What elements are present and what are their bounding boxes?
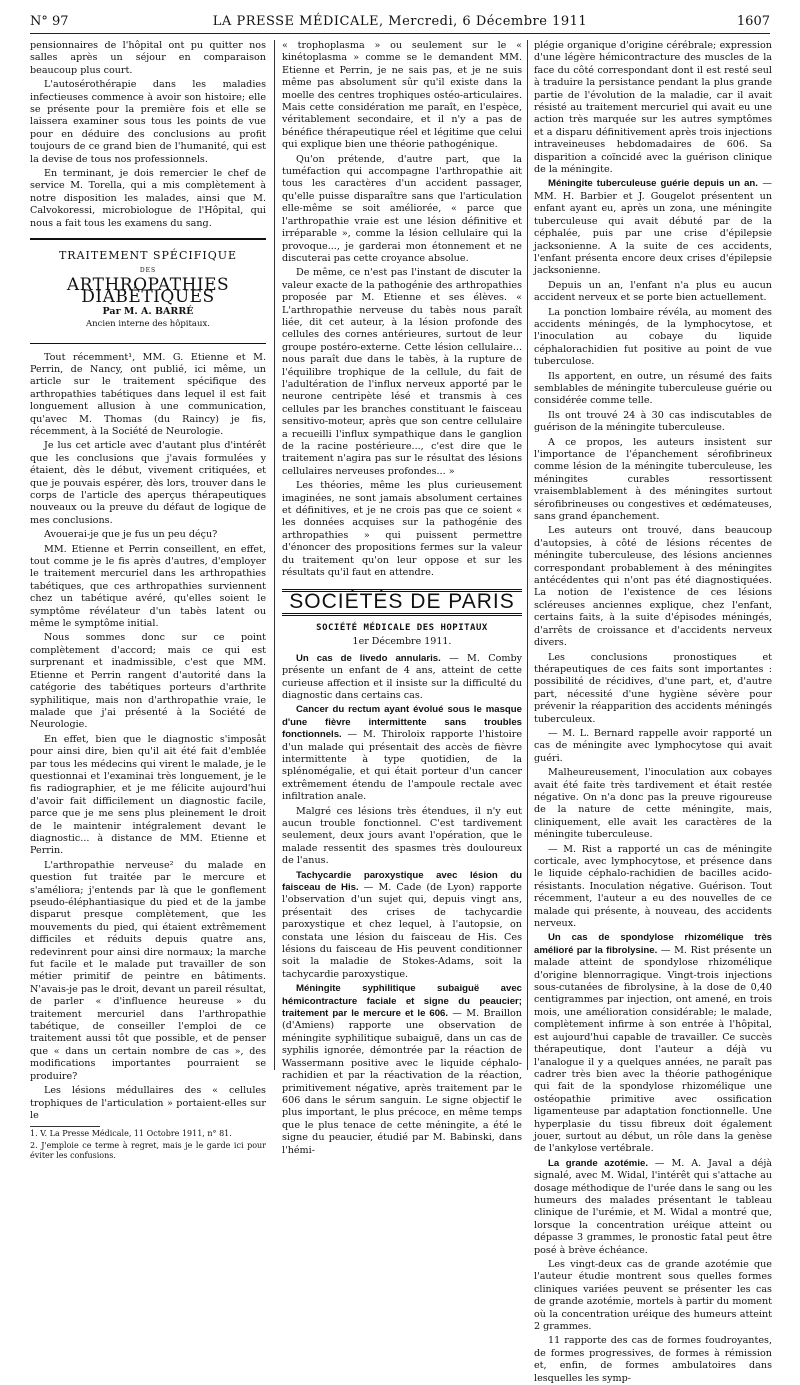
- column-divider: [274, 40, 275, 1070]
- paragraph: MM. Etienne et Perrin conseillent, en effet, tout comme je le fis après d'autres, d'employer le traitement mercuriel dans les arthropathies tabétiques, que ces arthropathies surviennent chez un tabétique avéré, qu'elles soient le symptôme révélateur d'un tabès latent ou même le symptôme initial.: [30, 543, 266, 630]
- paragraph: Les théories, même les plus curieusement imaginées, ne sont jamais absolument certaines et définitives, et je ne crois pas que ce soient « les données acquises sur la pathogénie des arthropathies » qui puissent permettre d'énoncer des propositions fermes sur la valeur du traitement qu'on leur oppose et sur les résultats qu'il faut en attendre.: [282, 480, 522, 579]
- paragraph: Qu'on prétende, d'autre part, que la tuméfaction qui accompagne l'arthropathie ait tous les caractères d'un accident passager, qu'elle puisse disparaître sans que l'articulation elle-même se soit améliorée, « parce que l'arthropathie vraie est une lésion définitive et irréparable », comme la lésion cellulaire qui la provoque..., je garderai mon étonnement et ne discuterai pas cette croyance absolue.: [282, 153, 522, 264]
- page-number: 1607: [736, 14, 770, 29]
- article-author-title: Ancien interne des hôpitaux.: [86, 319, 210, 330]
- page-header: [30, 14, 770, 32]
- paragraph: La ponction lombaire révéla, au moment des accidents méningés, de la lymphocytose, et l'inoculation au cobaye du liquide céphalorachidien fut positive au point de vue tuberculose.: [534, 306, 772, 368]
- paragraph: Malgré ces lésions très étendues, il n'y eut aucun trouble fonctionnel. C'est tardivement seulement, deux jours avant l'opération, que le malade ressentit des spasmes très douloureux de l'anus.: [282, 805, 522, 867]
- footnote-block: [30, 1129, 266, 1161]
- paragraph: De même, ce n'est pas l'instant de discuter la valeur exacte de la pathogénie des arthropathies proposée par M. Etienne et ses élèves. « L'arthropathie nerveuse du tabès nous paraît liée, dit cet auteur, à la lésion profonde des cellules des cornes antérieures, surtout de leur groupe postéro-externe. Cette lésion cellulaire... nous paraît due dans le tabès, à la rupture de l'équilibre trophique de la cellule, du fait de l'adultération de l'influx nerveux apporté par le neurone centripète lésé et transmis à ces cellules par les branches constituant le faisceau sensitivo-moteur, après que son centre cellulaire a recueilli l'influx sympathique dans le ganglion de la racine postérieure..., c'est dire que le traitement n'agira pas sur le résultat des lésions cellulaires nerveuses profondes... »: [282, 267, 522, 477]
- report-heading: Cancer du rectum ayant évolué sous le masque d'une fièvre intermittente sans troubles fonctionnels.: [282, 704, 522, 741]
- article-title: ARTHROPATHIES DIABÉTIQUES: [66, 274, 230, 308]
- report-heading: La grande azotémie.: [548, 1157, 648, 1169]
- paragraph: Je lus cet article avec d'autant plus d'intérêt que les conclusions que j'avais formulées y étaient, dès le début, vivement critiquées, et que je pouvais espérer, dès lors, trouver dans le corps de l'article des aperçus thérapeutiques nouveaux ou la preuve du défaut de logique de mes conclusions.: [30, 440, 266, 526]
- report-heading: Un cas de spondylose rhizomélique très amélioré par la fibrolysine.: [534, 932, 772, 956]
- footnote: 1. V. La Presse Médicale, 11 Octobre 1911, n° 81.: [30, 1129, 232, 1139]
- report-item: Méningite tuberculeuse guérie depuis un an. — MM. H. Barbier et J. Gougelot présentent un enfant ayant eu, après un zona, une méningite tuberculeuse qui avait débuté par de la céphalée, puis par une crise d'épilepsie jacksonienne. A la suite de ces accidents, l'enfant présenta encore deux crises d'épilepsie jacksonienne.: [534, 178, 772, 277]
- column-1: [30, 40, 266, 1161]
- paragraph: plégie organique d'origine cérébrale; expression d'une légère hémicontracture des muscles de la face du côté correspondant dont il est resté seul à traduire la persistance pendant la plus grande partie de l'évolution de la maladie, car il avait résisté au traitement mercuriel qui avait eu une action très marquée sur les autres symptômes et a disparu définitivement après trois injections intraveineuses hebdomadaires de 606. Sa disparition a coïncidé avec la guérison clinique de la méningite.: [534, 40, 772, 176]
- paragraph: L'autosérothérapie dans les maladies infectieuses commence à avoir son histoire; elle se présente pour la première fois et elle se laissera examiner sous tous les points de vue pour en déduire des conclusions au profit toujours de ce grand bien de l'humanité, qui est la devise de tous nos professionnels.: [30, 79, 266, 165]
- paragraph: pensionnaires de l'hôpital ont pu quitter nos salles après un séjour en comparaison beaucoup plus court.: [30, 40, 266, 76]
- column-2: [282, 40, 523, 1156]
- paragraph: L'arthropathie nerveuse² du malade en question fut traitée par le mercure et s'améliora; j'entends par là que le gonflement pseudo-éléphantiasique du pied et de la jambe disparut presque complètement, que les mouvements du pied, qui étaient extrêmement difficiles et réduits depuis quatre ans, redevinrent pour ainsi dire normaux; la marche fut facile et le malade put travailler de son métier primitif de peintre en bâtiments. N'avais-je pas le droit, devant un pareil résultat, de parler « d'influence heureuse » du traitement mercuriel dans l'arthropathie tabétique, de conseiller l'emploi de ce traitement aussi tôt que possible, et de penser que « dans un certain nombre de cas », des modifications importantes pourraient se produire?: [30, 859, 266, 1082]
- paragraph: Les lésions médullaires des « cellules trophiques de l'articulation » portaient-elles sur le: [30, 1085, 266, 1121]
- paragraph: Les vingt-deux cas de grande azotémie que l'auteur étudie montrent sous quelles formes cliniques variées peuvent se présenter les cas de grande azotémie, mortels à partir du moment où la concentration uréique des humeurs atteint 2 grammes.: [534, 1259, 772, 1333]
- article-des: DES: [139, 266, 157, 274]
- report-item: Méningite syphilitique subaiguë avec hémicontracture faciale et signe du peaucier; traitement par le mercure et le 606. — M. Braillon (d'Amiens) rapporte une observation de méningite syphilitique subaiguë, dans un cas de syphilis ignorée, démontrée par la réaction de Wassermann positive avec le liquide céphalo-rachidien et par la réactivation de la réaction, primitivement négative, après traitement par le 606 dans le sérum sanguin. Le signe objectif le plus important, le plus précoce, en même temps que le plus tenace de cette méningite, a été le signe du peaucier, étudié par M. Babinski, dans l'hémi-: [282, 983, 522, 1156]
- report-heading: Méningite syphilitique subaiguë avec hémicontracture faciale et signe du peaucier; traitement par le mercure et le 606.: [282, 983, 522, 1020]
- article-heading: [30, 238, 266, 343]
- paragraph: — M. Rist a rapporté un cas de méningite corticale, avec lymphocytose, et présence dans le liquide céphalo-rachidien de bacilles acido-résistants. Inoculation négative. Guérison. Tout récemment, l'auteur a eu des nouvelles de ce malade qui présente, à nouveau, des accidents nerveux.: [534, 843, 772, 930]
- report-heading: Un cas de livedo annularis.: [296, 652, 441, 664]
- article-kicker: TRAITEMENT SPÉCIFIQUE: [58, 249, 238, 263]
- report-heading: Méningite tuberculeuse guérie depuis un an.: [548, 178, 758, 190]
- paragraph: — M. L. Bernard rappelle avoir rapporté un cas de méningite avec lymphocytose qui avait guéri.: [534, 727, 772, 764]
- paragraph: En terminant, je dois remercier le chef de service M. Torella, qui a mis complètement à notre disposition les malades, ainsi que M. Calvokoressi, microbiologue de l'Hôpital, qui nous a fait tous les examens du sang.: [30, 168, 266, 229]
- paragraph: Nous sommes donc sur ce point complètement d'accord; mais ce qui est surprenant et inadmissible, c'est que MM. Etienne et Perrin rangent d'autorité dans la catégorie des tabétiques porteurs d'arthrite syphilitique, mais non d'arthropathie vraie, le malade que j'ai présenté à la Société de Neurologie.: [30, 632, 266, 731]
- paragraph: Les conclusions pronostiques et thérapeutiques de ces faits sont importantes : possibilité de récidives, d'une part, et, d'autre part, nécessité d'une hygiène sévère pour prévenir la réapparition des accidents méningés tuberculeux.: [534, 651, 772, 725]
- society-name: SOCIÉTÉ MÉDICALE DES HOPITAUX: [316, 622, 488, 633]
- paragraph: 11 rapporte des cas de formes foudroyantes, de formes progressives, de formes à rémission et, enfin, de formes ambulatoires dans lesquelles les symp-: [534, 1335, 772, 1384]
- header-rule: [30, 33, 770, 34]
- article-author: Par M. A. BARRÉ: [102, 305, 194, 317]
- paragraph: Ils ont trouvé 24 à 30 cas indiscutables de guérison de la méningite tuberculeuse.: [534, 409, 772, 434]
- issue-number: N° 97: [30, 14, 69, 29]
- report-item: La grande azotémie. — M. A. Javal a déjà signalé, avec M. Widal, l'intérêt qui s'attache au dosage méthodique de l'urée dans le sang ou les humeurs des malades présentant le tableau clinique de l'urémie, et M. Widal a montré que, lorsque la concentration uréique atteint ou dépasse 3 grammes, le pronostic fatal peut être posé à brève échéance.: [534, 1157, 773, 1256]
- paragraph: A ce propos, les auteurs insistent sur l'importance de l'épanchement sérofibrineux comme lésion de la méningite tuberculeuse, les méningites curables ressortissent vraisemblablement à des méningites surtout sérofibrineuses ou congestives et œdémateuses, sans grand épanchement.: [534, 436, 772, 523]
- paragraph: Tout récemment¹, MM. G. Etienne et M. Perrin, de Nancy, ont publié, ici même, un article sur le traitement spécifique des arthropathies tabétiques dans lequel il est fait longuement allusion à une communication, qu'avec M. Thomas (du Raincy) je fis, récemment, à la Société de Neurologie.: [30, 351, 266, 437]
- paragraph: Malheureusement, l'inoculation aux cobayes avait été faite très tardivement et était restée négative. On n'a donc pas la preuve rigoureuse de la nature de cette méningite, mais, cliniquement, elle avait les caractères de la méningite tuberculeuse.: [534, 767, 772, 841]
- report-item: Cancer du rectum ayant évolué sous le masque d'une fièvre intermittente sans troubles fonctionnels. — M. Thiroloix rapporte l'histoire d'un malade qui présentait des accès de fièvre intermittente à type quotidien, de la splénomégalie, et qui était porteur d'un cancer extrêmement étendu de l'ampoule rectale avec infiltration anale.: [282, 704, 522, 803]
- paragraph: Les auteurs ont trouvé, dans beaucoup d'autopsies, à côté de lésions récentes de méningite tuberculeuse, des lésions anciennes correspondant probablement à des méningites antécédentes qui n'ont pas été diagnostiquées. La notion de l'existence de ces lésions scléreuses anciennes explique, chez l'enfant, certains faits, à la suite d'épisodes méningés, d'arrêts de croissance et d'accidents nerveux divers.: [534, 525, 772, 649]
- section-title: SOCIÉTÉS DE PARIS: [282, 589, 522, 615]
- report-item: Un cas de spondylose rhizomélique très amélioré par la fibrolysine. — M. Rist présente un malade atteint de spondylose rhizomélique d'origine blennorragique. Vingt-trois injections sous-cutanées de fibrolysine, à la dose de 0,40 centigrammes par injection, ont amené, en trois mois, une amélioration considérable; le malade, complètement infirme à son entrée à l'hôpital, est aujourd'hui capable de travailler. Ce succès thérapeutique, dont l'auteur a déjà vu l'analogue il y a quelques années, ne paraît pas cadrer très bien avec la théorie pathogénique qui fait de la spondylose rhizomélique une ostéopathie primitive avec ossification ligamenteuse par adaptation fonctionnelle. Une hyperplasie du tissu fibreux doit également jouer, surtout au début, un rôle dans la genèse de l'ankylose vertébrale.: [534, 932, 772, 1155]
- paragraph: « trophoplasma » ou seulement sur le « kinétoplasma » comme se le demandent MM. Etienne et Perrin, je ne sais pas, et je ne suis même pas absolument sûr qu'il existe dans la moelle des centres trophiques ostéo-articulaires. Mais cette considération me paraît, en l'espèce, véritablement secondaire, et il n'y a pas de bénéfice thérapeutique réel et légitime que celui qui explique bien une théorie pathogénique.: [282, 40, 522, 151]
- column-3: [534, 40, 773, 1384]
- paragraph: En effet, bien que le diagnostic s'imposât pour ainsi dire, bien qu'il ait été fait d'emblée par tous les médecins qui virent le malade, je le questionnai et l'examinai très longuement, je le fis radiographier, et je me félicite aujourd'hui d'avoir fait difficilement un diagnostic facile, parce que je me sens plus pleinement le droit de le maintenir intégralement devant le diagnostic... à distance de MM. Etienne et Perrin.: [30, 733, 266, 857]
- report-heading: Tachycardie paroxystique avec lésion du faisceau de His.: [282, 869, 522, 893]
- paragraph: Ils apportent, en outre, un résumé des faits semblables de méningite tuberculeuse guérie ou considérée comme telle.: [534, 370, 772, 407]
- report-item: Un cas de livedo annularis. — M. Comby présente un enfant de 4 ans, atteint de cette curieuse affection et il insiste sur la difficulté du diagnostic dans certains cas.: [282, 652, 523, 701]
- paragraph: Avouerai-je que je fus un peu déçu?: [44, 529, 218, 541]
- paragraph: Depuis un an, l'enfant n'a plus eu aucun accident nerveux et se porte bien actuellement.: [534, 279, 772, 304]
- footnote: 2. J'emploie ce terme à regret, mais je le garde ici pour éviter les confusions.: [30, 1141, 266, 1161]
- report-item: Tachycardie paroxystique avec lésion du faisceau de His. — M. Cade (de Lyon) rapporte l'observation d'un sujet qui, depuis vingt ans, présentait des crises de tachycardie paroxystique et chez lequel, à l'autopsie, on constata une lésion du faisceau de His. Ces lésions du faisceau de His peuvent conditionner soit la maladie de Stokes-Adams, soit la tachycardie paroxystique.: [282, 869, 522, 980]
- journal-title: LA PRESSE MÉDICALE, Mercredi, 6 Décembre 1911: [212, 14, 588, 29]
- session-date: 1er Décembre 1911.: [352, 636, 452, 648]
- column-divider: [527, 40, 528, 1070]
